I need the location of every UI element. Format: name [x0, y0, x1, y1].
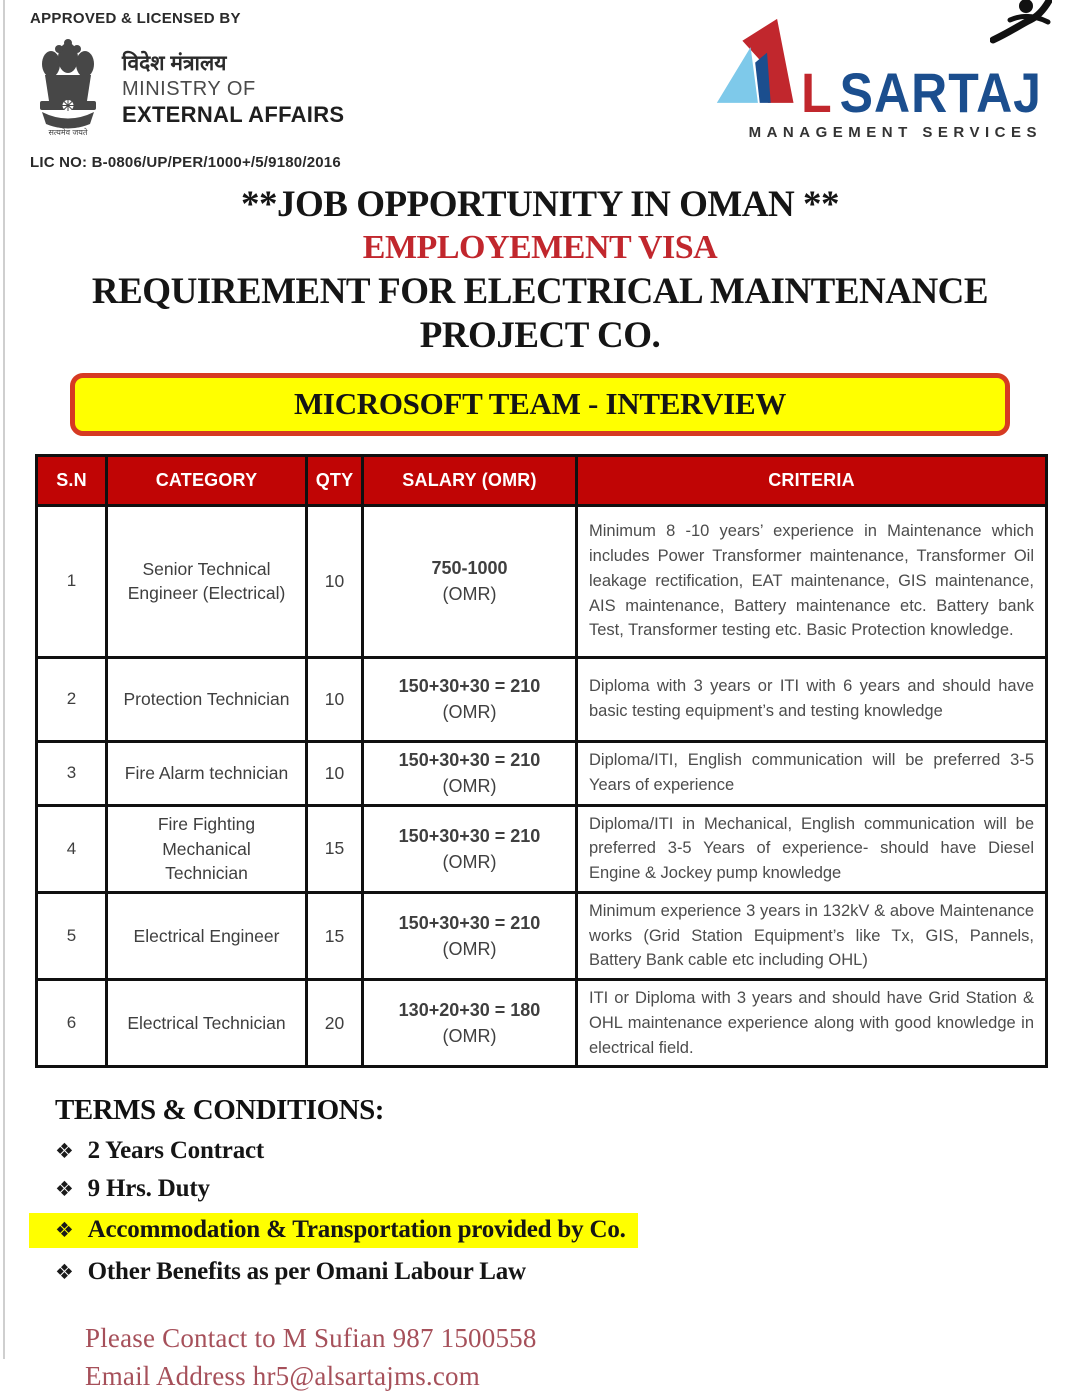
criteria-cell: Diploma/ITI, English communication will be preferred 3-5 Years of experience [577, 741, 1047, 805]
qty-cell: 10 [307, 505, 363, 657]
category-cell: Senior Technical Engineer (Electrical) [107, 505, 307, 657]
term-item-label: Other Benefits as per Omani Labour Law [87, 1258, 526, 1286]
criteria-cell: ITI or Diploma with 3 years and should have Grid Station & OHL maintenance experience along with good knowledge in electrical field. [577, 980, 1047, 1067]
salary-amount: 130+20+30 = 180 [398, 1000, 541, 1021]
table-row [37, 505, 1047, 657]
header-left [30, 10, 344, 171]
salary-cell [363, 505, 577, 657]
ministry-name-hindi: विदेश मंत्रालय [122, 51, 227, 75]
logo-company-name: SARTAJ [839, 61, 1042, 124]
diamond-bullet-icon: ❖ [55, 1260, 74, 1285]
term-item-label: 9 Hrs. Duty [87, 1175, 210, 1203]
qty-cell: 10 [307, 657, 363, 741]
ministry-text [122, 51, 344, 129]
diamond-bullet-icon: ❖ [55, 1177, 74, 1202]
category-cell: Fire Alarm technician [107, 741, 307, 805]
term-item [55, 1175, 1080, 1203]
sn-cell: 6 [37, 980, 107, 1067]
terms-section [55, 1094, 1080, 1286]
table-row [37, 805, 1047, 892]
person-swoosh-icon [990, 0, 1052, 49]
headline-requirement-1: REQUIREMENT FOR ELECTRICAL MAINTENANCE [91, 270, 989, 312]
diamond-bullet-icon: ❖ [55, 1139, 74, 1164]
column-header-criteria: CRITERIA [577, 455, 1047, 505]
contact-section [85, 1320, 1080, 1396]
logo-a-mark-icon [715, 9, 799, 114]
emblem-of-india-icon [30, 37, 106, 142]
column-header-sn: S.N [37, 455, 107, 505]
company-logo [712, 10, 1042, 171]
category-cell: Electrical Engineer [107, 892, 307, 979]
salary-unit: (OMR) [442, 939, 497, 960]
criteria-cell: Diploma/ITI in Mechanical, English communication will be preferred 3-5 Years of experience- should have Diesel Engine & Jockey pump knowledge [577, 805, 1047, 892]
salary-cell [363, 980, 577, 1067]
contact-email-line: Email Address hr5@alsartajms.com [85, 1361, 480, 1392]
sn-cell: 2 [37, 657, 107, 741]
sn-cell: 5 [37, 892, 107, 979]
logo-wordmark [712, 12, 1042, 124]
qty-cell: 10 [307, 741, 363, 805]
logo-subtitle: MANAGEMENT SERVICES [748, 124, 1042, 141]
column-header-salary: SALARY (OMR) [363, 455, 577, 505]
category-cell: Fire Fighting Mechanical Technician [107, 805, 307, 892]
salary-cell [363, 741, 577, 805]
logo-letter-l: L [801, 61, 832, 124]
salary-amount: 150+30+30 = 210 [398, 912, 541, 933]
salary-amount: 150+30+30 = 210 [398, 676, 541, 697]
headline-block [0, 183, 1080, 359]
category-cell: Protection Technician [107, 657, 307, 741]
column-header-qty: QTY [307, 455, 363, 505]
column-header-category: CATEGORY [107, 455, 307, 505]
ministry-block [30, 37, 344, 142]
sn-cell: 4 [37, 805, 107, 892]
table-row [37, 980, 1047, 1067]
salary-unit: (OMR) [442, 702, 497, 723]
headline-job-opportunity: **JOB OPPORTUNITY IN OMAN ** [241, 184, 839, 225]
table-header-row [37, 455, 1047, 505]
term-item-highlighted [55, 1213, 1080, 1248]
salary-unit: (OMR) [442, 776, 497, 797]
headline-requirement-2: PROJECT CO. [419, 315, 661, 357]
salary-unit: (OMR) [442, 1026, 497, 1047]
salary-unit: (OMR) [442, 851, 497, 872]
interview-banner: MICROSOFT TEAM - INTERVIEW [70, 373, 1010, 436]
sn-cell: 1 [37, 505, 107, 657]
terms-heading: TERMS & CONDITIONS: [55, 1094, 384, 1127]
header [0, 0, 1080, 171]
criteria-cell: Minimum experience 3 years in 132kV & above Maintenance works (Grid Station Equipment’s like Tx, GIS, Pannels, Battery Bank cable etc including OHL) [577, 892, 1047, 979]
qty-cell: 15 [307, 892, 363, 979]
qty-cell: 20 [307, 980, 363, 1067]
license-number: LIC NO: B-0806/UP/PER/1000+/5/9180/2016 [30, 154, 341, 171]
criteria-cell: Minimum 8 -10 years’ experience in Maintenance which includes Power Transformer maintenance, Transformer Oil leakage rectification, EAT maintenance, GIS maintenance, AIS maintenance, Battery maintenance etc. Battery bank Test, Transformer testing etc. Basic Protection knowledge. [577, 505, 1047, 657]
headline-visa: EMPLOYEMENT VISA [362, 229, 718, 267]
table-row [37, 657, 1047, 741]
table-row [37, 741, 1047, 805]
salary-amount: 150+30+30 = 210 [398, 825, 541, 846]
ministry-name-line2: EXTERNAL AFFAIRS [122, 101, 345, 127]
term-item [55, 1258, 1080, 1286]
contact-phone-line: Please Contact to M Sufian 987 1500558 [85, 1323, 537, 1354]
sn-cell: 3 [37, 741, 107, 805]
category-cell: Electrical Technician [107, 980, 307, 1067]
diamond-bullet-icon: ❖ [55, 1218, 74, 1243]
salary-amount: 150+30+30 = 210 [398, 750, 541, 771]
salary-cell [363, 657, 577, 741]
salary-unit: (OMR) [442, 584, 497, 605]
table-row [37, 892, 1047, 979]
term-item [55, 1137, 1080, 1165]
salary-amount: 750-1000 [431, 558, 508, 579]
emblem-motto: सत्यमेव जयते [48, 128, 88, 137]
criteria-cell: Diploma with 3 years or ITI with 6 years and should have basic testing equipment’s and testing knowledge [577, 657, 1047, 741]
term-item-label: Accommodation & Transportation provided by Co. [87, 1216, 626, 1244]
qty-cell: 15 [307, 805, 363, 892]
ministry-name-line1: MINISTRY OF [122, 77, 256, 100]
jobs-table [35, 454, 1048, 1069]
term-item-label: 2 Years Contract [87, 1137, 265, 1165]
approved-label: APPROVED & LICENSED BY [30, 10, 241, 27]
salary-cell [363, 892, 577, 979]
salary-cell [363, 805, 577, 892]
page-edge-line [3, 0, 5, 1359]
